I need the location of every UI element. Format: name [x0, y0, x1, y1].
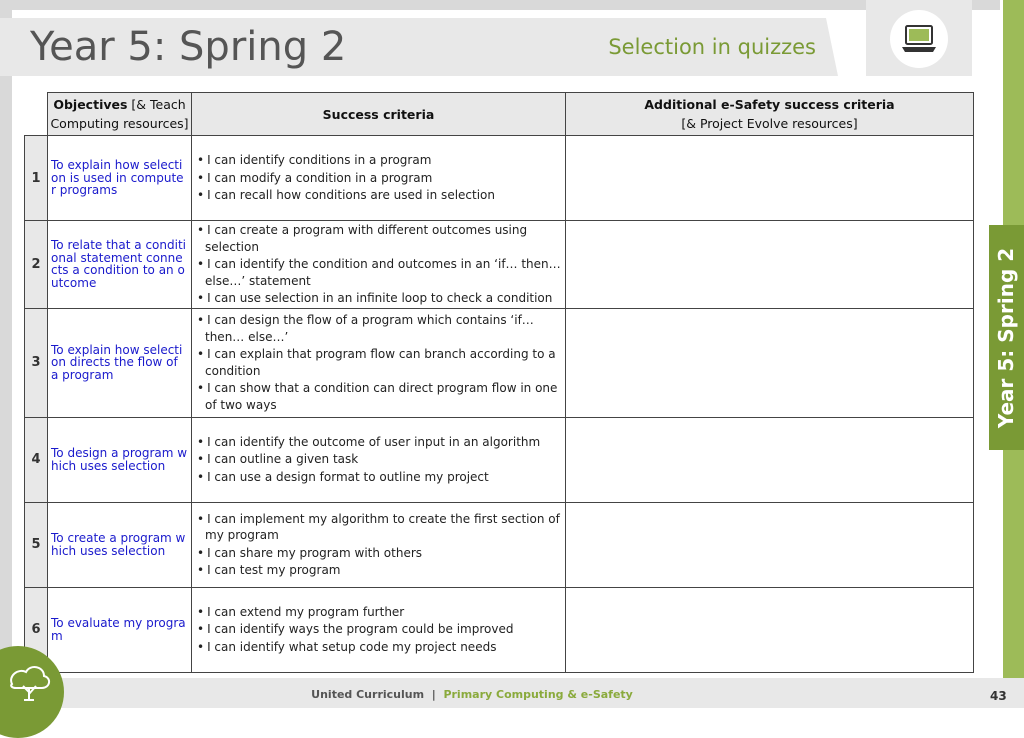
criteria-item: • I can design the flow of a program which contains ‘if… then… else…’	[195, 312, 561, 345]
criteria-item: • I can identify the outcome of user input in an algorithm	[195, 434, 561, 451]
table-row	[25, 221, 974, 309]
criteria-item: • I can use selection in an infinite loop to check a condition	[195, 290, 561, 307]
side-tab	[989, 225, 1024, 450]
criteria-item: • I can show that a condition can direct program flow in one of two ways	[195, 380, 561, 413]
criteria-item: • I can identify what setup code my project needs	[195, 639, 561, 656]
criteria-item: • I can share my program with others	[195, 545, 561, 562]
criteria-item: • I can create a program with different outcomes using selection	[195, 222, 561, 255]
criteria-item: • I can outline a given task	[195, 451, 561, 468]
table-row	[25, 308, 974, 417]
row-additional-criteria	[566, 308, 974, 417]
left-border	[0, 0, 12, 708]
unit-title: Selection in quizzes	[608, 35, 816, 59]
row-objective: To evaluate my program	[48, 587, 192, 672]
tree-logo-icon	[4, 660, 54, 704]
row-criteria	[192, 587, 566, 672]
row-criteria	[192, 221, 566, 309]
table-row	[25, 417, 974, 502]
table-row	[25, 587, 974, 672]
row-objective: To relate that a conditional statement connects a condition to an outcome	[48, 221, 192, 309]
criteria-item: • I can identify the condition and outcomes in an ‘if… then… else…’ statement	[195, 256, 561, 289]
row-objective: To explain how selection directs the flow of a program	[48, 308, 192, 417]
row-number: 5	[25, 502, 48, 587]
side-tab-label: Year 5: Spring 2	[994, 247, 1019, 428]
row-criteria	[192, 136, 566, 221]
table-row	[25, 136, 974, 221]
laptop-icon	[900, 24, 938, 54]
row-additional-criteria	[566, 417, 974, 502]
row-number: 4	[25, 417, 48, 502]
table-row	[25, 502, 974, 587]
page-number: 43	[990, 689, 1007, 703]
header-blank-cell	[25, 93, 48, 136]
header-objectives: Objectives [& Teach Computing resources]	[48, 93, 192, 136]
criteria-item: • I can recall how conditions are used in selection	[195, 187, 561, 204]
table-header-row	[25, 93, 974, 136]
row-objective: To design a program which uses selection	[48, 417, 192, 502]
criteria-item: • I can identify ways the program could be improved	[195, 621, 561, 638]
criteria-item: • I can modify a condition in a program	[195, 170, 561, 187]
row-additional-criteria	[566, 502, 974, 587]
row-additional-criteria	[566, 221, 974, 309]
header-success-criteria: Success criteria	[192, 93, 566, 136]
row-number: 6	[25, 587, 48, 672]
top-border	[0, 0, 1000, 10]
criteria-item: • I can explain that program flow can branch according to a condition	[195, 346, 561, 379]
criteria-item: • I can test my program	[195, 562, 561, 579]
footer-separator: |	[431, 688, 436, 701]
row-number: 1	[25, 136, 48, 221]
row-criteria	[192, 502, 566, 587]
criteria-item: • I can implement my algorithm to create the first section of my program	[195, 511, 561, 544]
row-objective: To create a program which uses selection	[48, 502, 192, 587]
footer-text	[0, 688, 944, 701]
criteria-item: • I can extend my program further	[195, 604, 561, 621]
row-number: 3	[25, 308, 48, 417]
laptop-badge	[890, 10, 948, 68]
criteria-item: • I can use a design format to outline my project	[195, 469, 561, 486]
footer-curriculum: United Curriculum	[311, 688, 425, 701]
row-criteria	[192, 417, 566, 502]
page-title: Year 5: Spring 2	[30, 24, 347, 70]
row-additional-criteria	[566, 587, 974, 672]
footer-subject: Primary Computing & e-Safety	[443, 688, 633, 701]
row-criteria	[192, 308, 566, 417]
row-number: 2	[25, 221, 48, 309]
criteria-item: • I can identify conditions in a program	[195, 152, 561, 169]
header-additional-criteria: Additional e-Safety success criteria [& Project Evolve resources]	[566, 93, 974, 136]
row-additional-criteria	[566, 136, 974, 221]
row-objective: To explain how selection is used in computer programs	[48, 136, 192, 221]
objectives-table	[24, 92, 974, 673]
